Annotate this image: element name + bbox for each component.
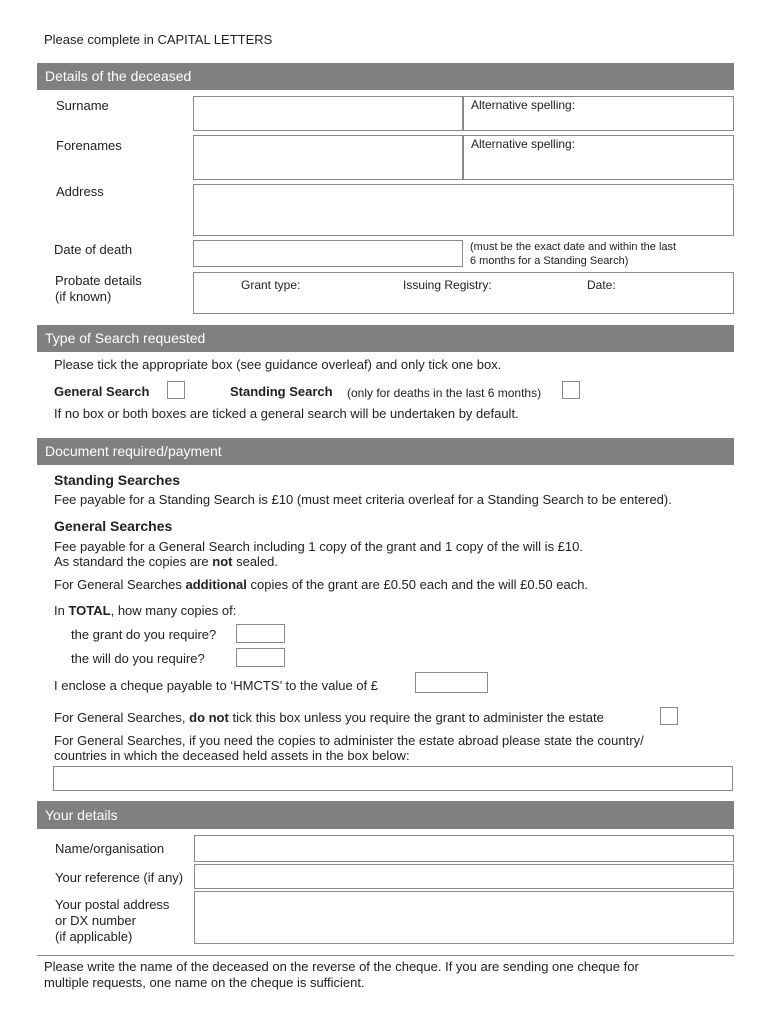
- section-header-your-details: Your details: [37, 801, 734, 829]
- forenames-input[interactable]: [193, 135, 463, 180]
- address-label: Address: [56, 184, 104, 199]
- probate-label-1: Probate details: [55, 273, 142, 288]
- standing-search-note: (only for deaths in the last 6 months): [347, 386, 542, 400]
- standing-search-checkbox[interactable]: [562, 381, 580, 399]
- name-organisation-input[interactable]: [194, 835, 734, 862]
- date-of-death-note-1: (must be the exact date and within the last: [470, 241, 677, 253]
- section-header-document-payment: Document required/payment: [37, 438, 734, 465]
- section-header-deceased: Details of the deceased: [37, 63, 734, 90]
- default-search-note: If no box or both boxes are ticked a general search will be undertaken by default.: [54, 406, 519, 421]
- date-of-death-label: Date of death: [54, 242, 133, 257]
- total-copies-text: In TOTAL, how many copies of:: [54, 603, 237, 618]
- intro-text: Please complete in CAPITAL LETTERS: [44, 32, 273, 47]
- your-reference-label: Your reference (if any): [55, 870, 184, 885]
- cheque-amount-input[interactable]: [415, 672, 488, 693]
- not-sealed-text: As standard the copies are not sealed.: [54, 554, 279, 569]
- date-of-death-note-2: 6 months for a Standing Search): [470, 255, 629, 267]
- your-reference-input[interactable]: [194, 864, 734, 889]
- address-input[interactable]: [193, 184, 734, 236]
- footer-line-2: multiple requests, one name on the cheque is sufficient.: [44, 975, 365, 990]
- cheque-label: I enclose a cheque payable to ‘HMCTS’ to the value of £: [54, 678, 378, 693]
- surname-label: Surname: [56, 98, 109, 113]
- postal-address-label-2: or DX number: [55, 913, 136, 928]
- general-search-checkbox[interactable]: [167, 381, 185, 399]
- section-header-search-type: Type of Search requested: [37, 325, 734, 352]
- general-fee-text: Fee payable for a General Search including 1 copy of the grant and 1 copy of the will is £10.: [54, 539, 583, 554]
- administer-estate-text: For General Searches, do not tick this box unless you require the grant to administer the estate: [54, 710, 604, 725]
- forenames-label: Forenames: [56, 138, 122, 153]
- countries-input[interactable]: [53, 766, 733, 791]
- alt-spelling-label: Alternative spelling:: [471, 137, 576, 151]
- standing-searches-title: Standing Searches: [54, 472, 181, 488]
- postal-address-label-1: Your postal address: [55, 897, 170, 912]
- standing-search-label: Standing Search: [230, 384, 333, 399]
- issuing-registry-label: Issuing Registry:: [403, 278, 492, 292]
- search-instruction: Please tick the appropriate box (see guidance overleaf) and only tick one box.: [54, 357, 502, 372]
- abroad-text-1: For General Searches, if you need the copies to administer the estate abroad please state the country/: [54, 733, 644, 748]
- footer-line-1: Please write the name of the deceased on the reverse of the cheque. If you are sending one cheque for: [44, 959, 639, 974]
- additional-copies-text: For General Searches additional copies of the grant are £0.50 each and the will £0.50 each.: [54, 577, 589, 592]
- date-of-death-input[interactable]: [193, 240, 463, 267]
- date-label: Date:: [587, 278, 616, 292]
- footer-divider: [37, 955, 734, 956]
- standing-fee-text: Fee payable for a Standing Search is £10 (must meet criteria overleaf for a Standing Search to be entered).: [54, 492, 672, 507]
- probate-details-input[interactable]: [193, 272, 734, 314]
- surname-alt-spelling-input[interactable]: [463, 96, 734, 131]
- grant-type-label: Grant type:: [241, 278, 301, 292]
- abroad-text-2: countries in which the deceased held assets in the box below:: [54, 748, 410, 763]
- will-copies-label: the will do you require?: [71, 651, 205, 666]
- will-copies-input[interactable]: [236, 648, 285, 667]
- administer-estate-checkbox[interactable]: [660, 707, 678, 725]
- grant-copies-input[interactable]: [236, 624, 285, 643]
- forenames-alt-spelling-input[interactable]: [463, 135, 734, 180]
- surname-input[interactable]: [193, 96, 463, 131]
- general-search-label: General Search: [54, 384, 150, 399]
- name-organisation-label: Name/organisation: [55, 841, 165, 856]
- postal-address-input[interactable]: [194, 891, 734, 944]
- general-searches-title: General Searches: [54, 518, 173, 534]
- alt-spelling-label: Alternative spelling:: [471, 98, 576, 112]
- probate-label-2: (if known): [55, 289, 112, 304]
- postal-address-label-3: (if applicable): [55, 929, 133, 944]
- grant-copies-label: the grant do you require?: [71, 627, 217, 642]
